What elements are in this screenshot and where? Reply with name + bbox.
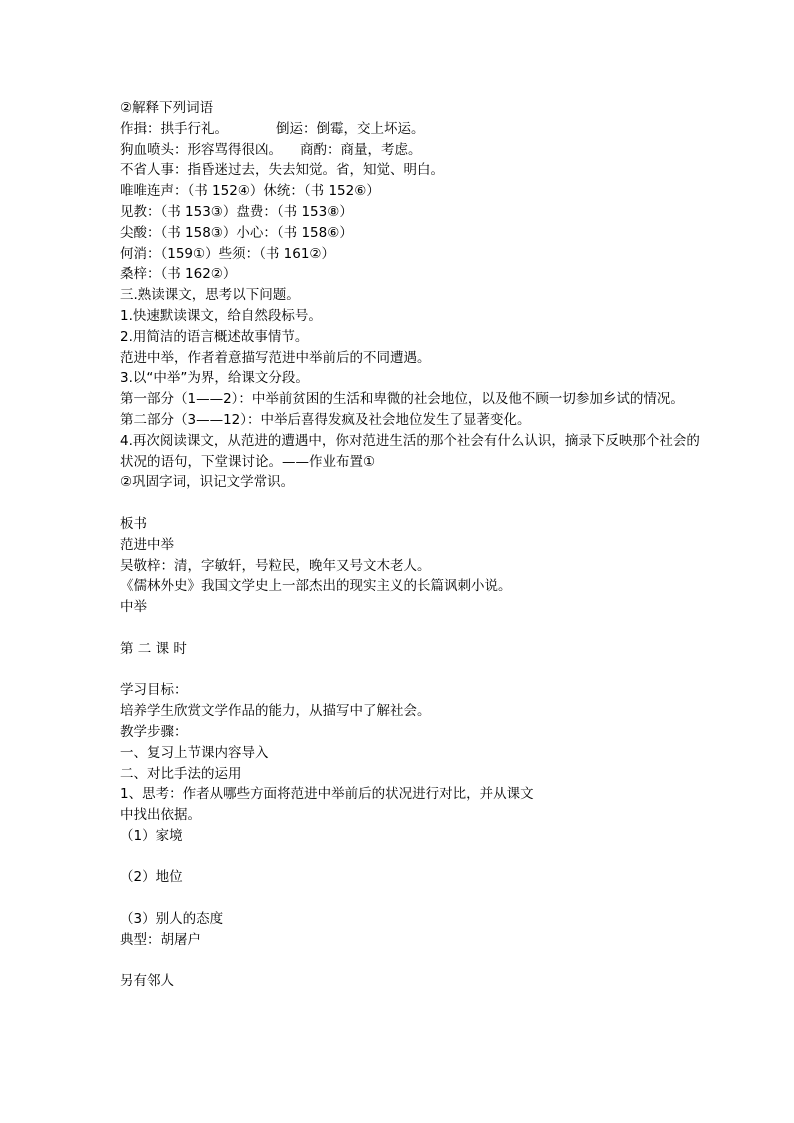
vocab-shangzhuo: 商酌：商量，考虑。 [300, 141, 422, 158]
goal-text: 培养学生欣赏文学作品的能力，从描写中了解社会。 [120, 703, 431, 720]
spacer [120, 660, 700, 681]
question-2: 2.用简洁的语言概述故事情节。 [120, 328, 309, 345]
reading-heading: 三.熟读课文，思考以下问题。 [120, 287, 300, 304]
step-2: 二、对比手法的运用 [120, 765, 242, 782]
vocab-hexiao: 何消：（159①）些须：（书 161②） [120, 245, 336, 262]
board-author: 吴敬梓：清，字敏轩，号粒民，晚年又号文木老人。 [120, 557, 431, 574]
board-book: 《儒林外史》我国文学史上一部杰出的现实主义的长篇讽刺小说。 [120, 578, 512, 595]
lesson2-heading: 第 二 课 时 [120, 640, 187, 657]
item-attitude: （3）别人的态度 [120, 911, 224, 928]
vocab-gouxue: 狗血喷头：形容骂得很凶。 [120, 141, 282, 158]
vocab-daoyun: 倒运：倒霉，交上坏运。 [276, 120, 425, 137]
vocab-weiwei: 唯唯连声：（书 152④）休统：（书 152⑥） [120, 183, 380, 200]
think-line-a: 1、思考：作者从哪些方面将范进中举前后的状况进行对比，并从课文 [120, 786, 534, 803]
spacer [120, 888, 700, 909]
question-3: 3.以“中举”为界，给课文分段。 [120, 370, 309, 387]
board-keyword: 中举 [120, 599, 147, 616]
vocab-jiansuan: 尖酸：（书 158③）小心：（书 158⑥） [120, 224, 353, 241]
vocab-buxing: 不省人事：指昏迷过去，失去知觉。省，知觉、明白。 [120, 162, 444, 179]
spacer [120, 847, 700, 868]
part-1: 第一部分（1——2）：中举前贫困的生活和卑微的社会地位，以及他不顾一切参加乡试的情况。 [120, 391, 684, 408]
spacer [120, 951, 700, 972]
vocab-heading: ②解释下列词语 [120, 100, 214, 116]
vocab-line-zuoyi [120, 119, 700, 140]
board-title: 范进中举 [120, 536, 174, 553]
item-family: （1）家境 [120, 827, 183, 844]
spacer [120, 618, 700, 639]
spacer [120, 493, 700, 514]
document-page [120, 98, 700, 992]
item-status: （2）地位 [120, 869, 183, 886]
vocab-sangzi: 桑梓：（书 162②） [120, 266, 237, 283]
story-summary: 范进中举，作者着意描写范进中举前后的不同遭遇。 [120, 349, 431, 366]
think-line-b: 中找出依据。 [120, 807, 201, 824]
steps-label: 教学步骤： [120, 723, 188, 740]
question-1: 1.快速默读课文，给自然段标号。 [120, 307, 322, 324]
vocab-zuoyi: 作揖：拱手行礼。 [120, 120, 228, 137]
board-heading: 板书 [120, 515, 147, 532]
vocab-line-gouxue [120, 140, 700, 161]
part-2: 第二部分（3——12）：中举后喜得发疯及社会地位发生了显著变化。 [120, 411, 531, 428]
question-4: 4.再次阅读课文，从范进的遭遇中，你对范进生活的那个社会有什么认识，摘录下反映那个社会的状况的语句，下堂课讨论。——作业布置① [120, 432, 700, 470]
vocab-jianjiao: 见教：（书 153③）盘费：（书 153⑧） [120, 203, 353, 220]
typical-example: 典型：胡屠户 [120, 931, 201, 948]
goal-label: 学习目标： [120, 682, 188, 699]
homework-2: ②巩固字词，识记文学常识。 [120, 474, 295, 491]
step-1: 一、复习上节课内容导入 [120, 744, 269, 761]
other-neighbors: 另有邻人 [120, 973, 174, 990]
